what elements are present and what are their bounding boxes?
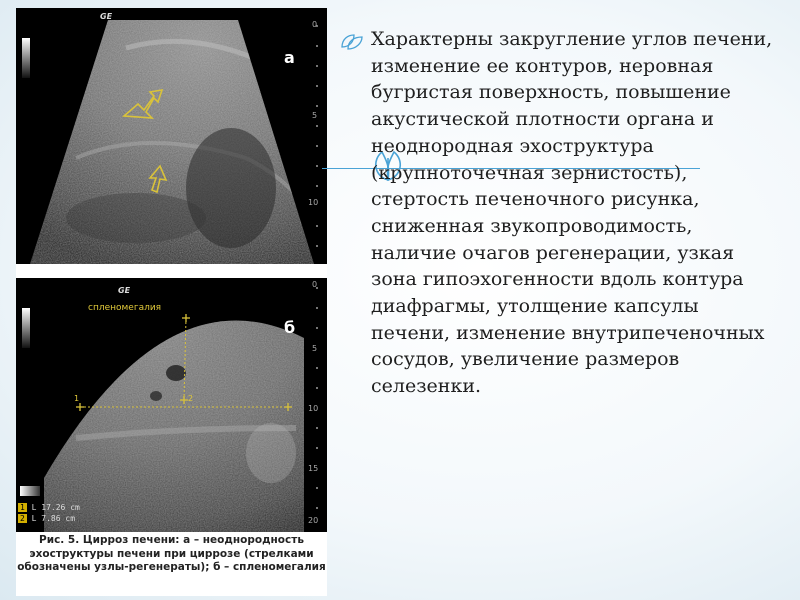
depth-mark-0: 0 (312, 280, 318, 289)
panel-letter-b: б (284, 318, 296, 337)
ultrasound-figure (16, 8, 327, 596)
marker-1-label: 1 (74, 394, 80, 403)
figure-caption: Рис. 5. Цирроз печени: а – неоднородность эхоструктуры печени при циррозе (стрелками обозначены узлы-регенераты); б – спленомегалия (17, 534, 326, 573)
liver-sonogram-a (16, 8, 327, 264)
ultrasound-panel-b (16, 278, 327, 532)
measurement-row: 2 L 7.86 cm (20, 514, 76, 523)
measurement-row: 1 L 17.26 cm (20, 503, 80, 512)
depth-mark-20: 20 (308, 516, 319, 525)
leaf-bullet-icon (340, 33, 364, 51)
ge-logo: GE (100, 12, 113, 21)
panel-letter-a: а (284, 48, 295, 67)
depth-mark-15: 15 (308, 464, 319, 473)
greyscale-bar (22, 308, 30, 348)
depth-mark-10: 10 (308, 198, 319, 207)
spleen-sonogram-b (16, 278, 327, 532)
measurement-readout (18, 502, 80, 524)
greyscale-bar-small (20, 486, 40, 496)
depth-mark-5: 5 (312, 111, 318, 120)
splenomegaly-label: спленомегалия (88, 303, 162, 313)
depth-mark-10: 10 (308, 404, 319, 413)
greyscale-bar (22, 38, 30, 78)
depth-mark-0: 0 (312, 20, 318, 29)
depth-mark-5: 5 (312, 344, 318, 353)
ge-logo: GE (118, 286, 131, 295)
body-text: Характерны закругление углов печени, изменение ее контуров, неровная бугристая поверхность, повышение акустической плотности органа и неоднородная эхоструктура (крупноточечная зернистость), стертость печеночного рисунка, сниженная звукопроводимость, наличие очагов регенерации, узкая зона гипоэхогенности вдоль контура диафрагмы, утолщение капсулы печени, изменение внутрипеченочных сосудов, увеличение размеров селезенки. (371, 28, 773, 398)
ultrasound-panel-a (16, 8, 327, 264)
marker-2-label: 2 (188, 394, 194, 403)
